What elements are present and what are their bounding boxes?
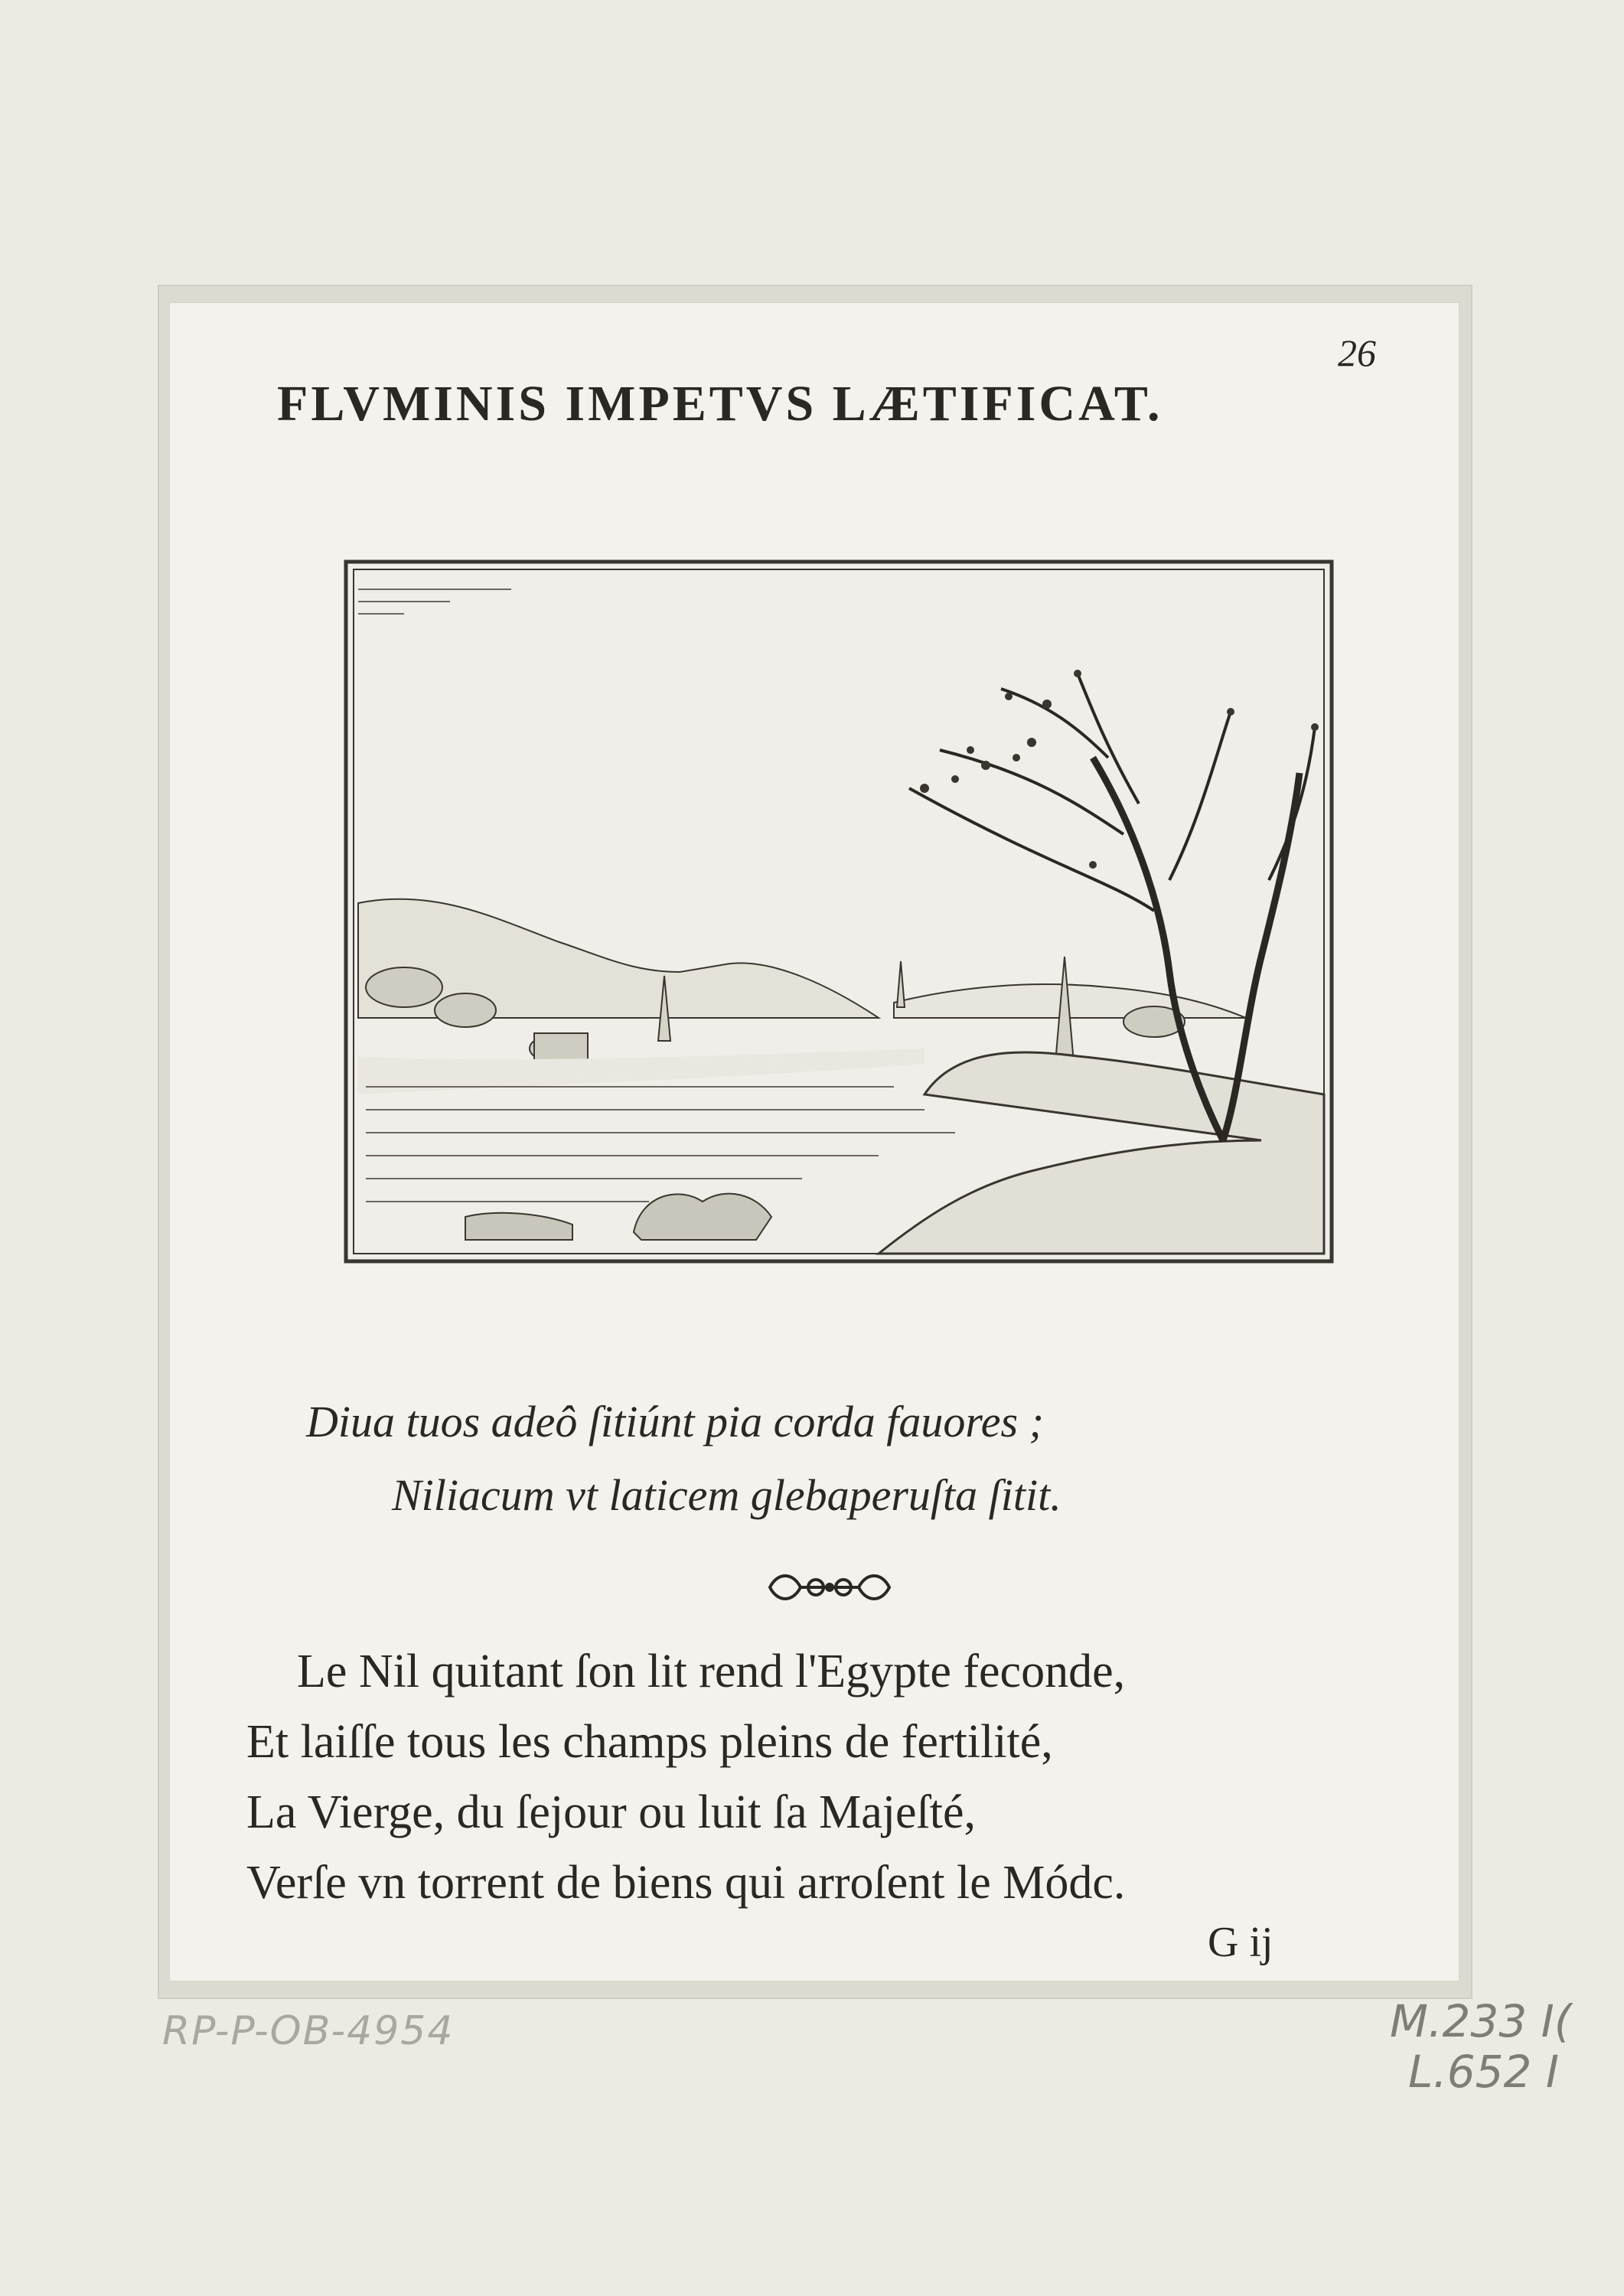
page-number: 26: [1338, 331, 1376, 374]
latin-verse-line: Diua tuos adeô ſitiúnt pia corda fauores ;: [306, 1397, 1044, 1446]
latin-verse: [306, 1385, 1301, 1532]
reference-annotation: [1390, 1996, 1619, 2097]
reference-line: M.233 I(: [1390, 1995, 1572, 2047]
french-verse: [246, 1636, 1440, 1918]
signature-mark: G ij: [1208, 1919, 1273, 1966]
french-verse-line: Et laiſſe tous les champs pleins de fertilité,: [246, 1716, 1053, 1768]
latin-verse-line: Niliacum vt laticem glebaperuſta ſitit.: [392, 1470, 1061, 1520]
inventory-number: RP-P-OB-4954: [162, 2008, 455, 2054]
motto-title: FLVMINIS IMPETVS LÆTIFICAT.: [277, 376, 1163, 432]
french-verse-line: Le Nil quitant ſon lit rend l'Egypte feconde,: [297, 1645, 1126, 1698]
reference-line: L.652 I: [1408, 2046, 1559, 2098]
landscape-etching-icon: [343, 559, 1335, 1264]
french-verse-line: Verſe vn torrent de biens qui arroſent le Módc.: [246, 1857, 1126, 1909]
fleuron-ornament-icon: [762, 1564, 897, 1610]
french-verse-line: La Vierge, du ſejour ou luit ſa Majeſté,: [246, 1786, 977, 1838]
